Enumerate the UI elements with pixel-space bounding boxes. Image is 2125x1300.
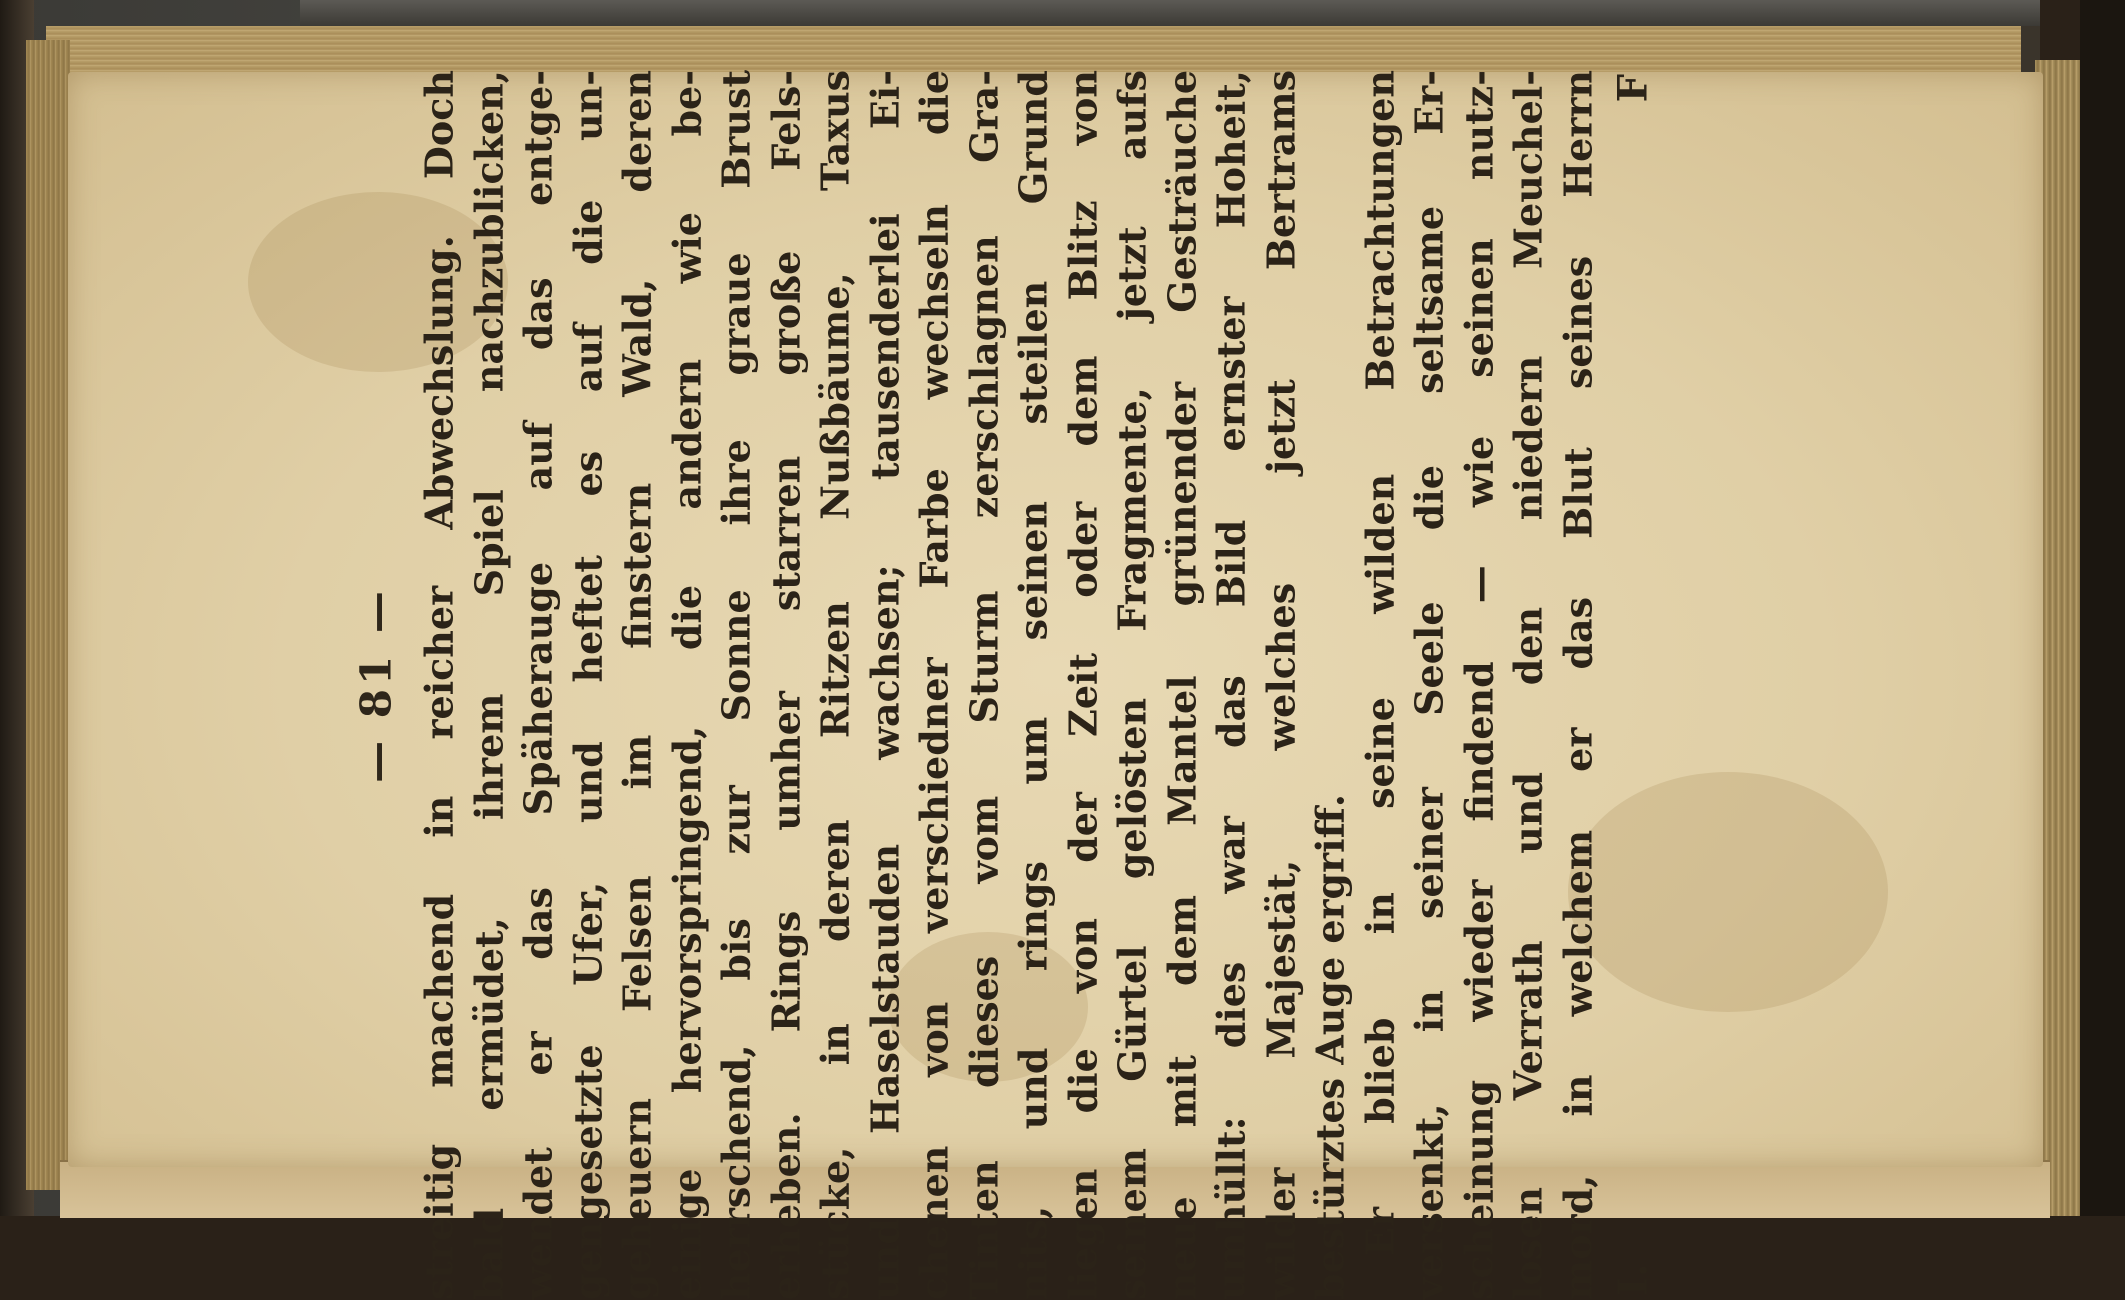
text-line: chenen von verschiedner Farbe wechseln die (911, 70, 957, 1300)
page-stack-top (46, 26, 2021, 76)
text-line: wendet er das Späherauge auf das entge- (515, 70, 561, 1300)
text-line: mord, in welchem er das Blut seines Herrn (1555, 70, 1600, 1300)
text-line: seinem Gürtel gelösten Fragmente, jetzt aufs (1109, 70, 1155, 1300)
catchword: F (1609, 74, 1656, 103)
background-right (2080, 0, 2125, 1216)
text-line: wilder Majestät, welches jetzt Bertrams (1258, 70, 1303, 1300)
text-line: einige hervorspringend, die andern wie be- (664, 70, 709, 1300)
cover-top-edge (300, 0, 2040, 26)
text-line: gengesetzte Ufer, und heftet es auf die un- (565, 70, 610, 1300)
text-line: scheinung wieder findend — wie seinen nutz- (1456, 70, 1501, 1300)
text-line: und Haselstauden wachsen; tausenderlei Ei- (862, 70, 907, 1300)
page-footer (1607, 70, 1659, 1300)
text-line: versenkt, in seiner Seele die seltsame Er- (1406, 70, 1452, 1300)
text-line: stücke, in deren Ritzen Nußbäume, Taxus (812, 70, 858, 1300)
text-line: geheuern Felsen im finstern Wald, deren (614, 70, 660, 1300)
text-line: streitig machend in reicher Abwechslung. Doch (416, 70, 462, 1300)
page-text-block (352, 70, 1659, 1300)
text-body (415, 70, 1603, 1300)
text-line: neue mit dem Mantel grünender Gesträuche (1159, 70, 1204, 1300)
text-line: herrschend, bis zur Sonne ihre graue Brust (713, 70, 759, 1300)
text-line: liegen die von der Zeit oder dem Blitz von (1060, 70, 1105, 1300)
text-line: Tinten dieses vom Sturm zerschlagnen Gra- (961, 70, 1006, 1300)
text-line: erheben. Rings umher starren große Fels- (763, 70, 808, 1300)
text-line: nits, und rings um seinen steilen Grund (1010, 70, 1056, 1300)
running-head: — 81 — (351, 587, 401, 783)
text-line: Er blieb in seine wilden Betrachtungen (1357, 70, 1402, 1256)
text-line: bestürztes Auge ergriff. (1307, 793, 1353, 1300)
signature-mark: I. (1609, 1263, 1656, 1296)
text-line: losen Verrath und den niedern Meuchel- (1505, 70, 1551, 1300)
page-stack-left (26, 40, 70, 1190)
text-line: bald ermüdet, ihrem Spiel nachzublicken, (466, 70, 511, 1300)
text-line: umhüllt: dies war das Bild ernster Hoheit, (1208, 70, 1254, 1300)
